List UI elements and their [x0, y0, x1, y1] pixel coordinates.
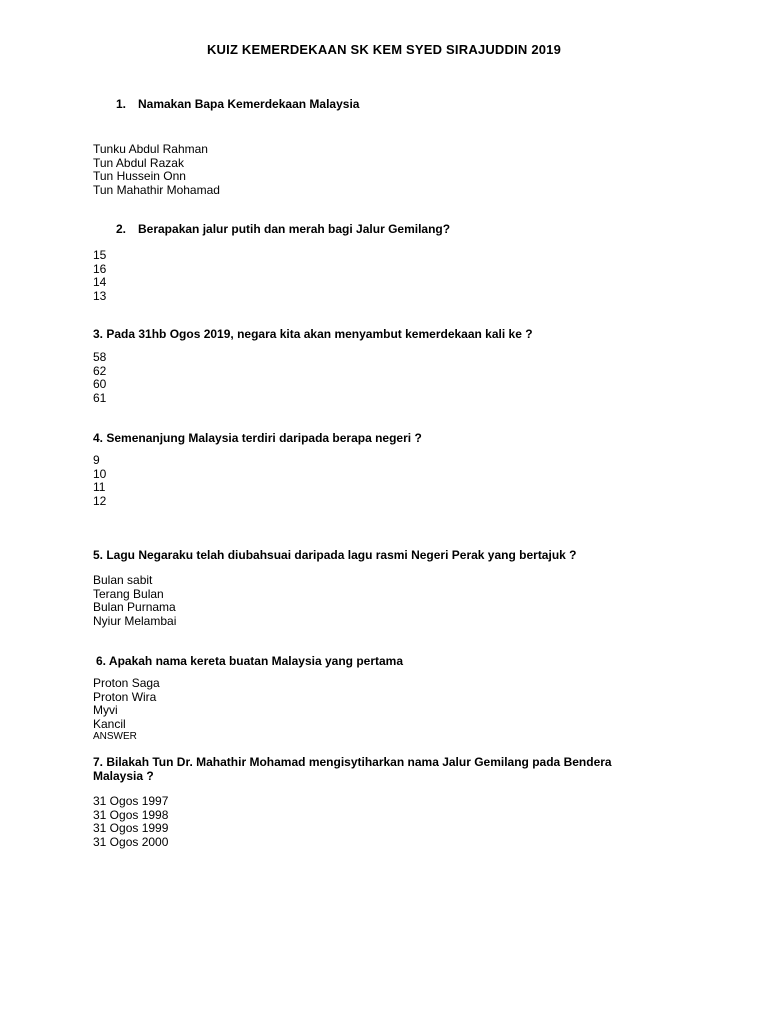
question-text: 6. Apakah nama kereta buatan Malaysia yang pertama: [96, 654, 404, 668]
question-text: 4. Semenanjung Malaysia terdiri daripada berapa negeri ?: [93, 431, 422, 445]
question-number: 2.: [116, 222, 127, 236]
question-4: [93, 431, 422, 445]
option: Proton Saga: [93, 676, 160, 690]
option: 62: [93, 363, 107, 378]
options-4: [93, 454, 106, 508]
option: 31 Ogos 1999: [93, 821, 169, 835]
option: 31 Ogos 1997: [93, 794, 169, 808]
option: Bulan sabit: [93, 573, 153, 587]
question-3: [93, 327, 533, 341]
option: 31 Ogos 2000: [93, 834, 169, 849]
option: 12: [93, 493, 107, 508]
question-2: [116, 222, 450, 236]
option: 58: [93, 350, 107, 364]
question-text: Berapakan jalur putih dan merah bagi Jalur Gemilang?: [138, 222, 451, 236]
option: Tun Hussein Onn: [93, 169, 186, 183]
option: 31 Ogos 1998: [93, 807, 169, 822]
question-6: [96, 654, 403, 668]
question-1: [116, 97, 359, 111]
option: Terang Bulan: [93, 586, 164, 601]
question-text: 5. Lagu Negaraku telah diubahsuai daripada lagu rasmi Negeri Perak yang bertajuk ?: [93, 548, 577, 562]
answer-label: ANSWER: [93, 731, 137, 742]
options-3: [93, 351, 106, 405]
question-text-line-2: Malaysia ?: [93, 769, 154, 783]
option: Nyiur Melambai: [93, 613, 177, 628]
question-text: 3. Pada 31hb Ogos 2019, negara kita akan menyambut kemerdekaan kali ke ?: [93, 327, 533, 341]
option: Kancil: [93, 716, 126, 731]
option: 60: [93, 377, 107, 391]
options-6: [93, 677, 160, 731]
page-title: KUIZ KEMERDEKAAN SK KEM SYED SIRAJUDDIN 2019: [206, 42, 562, 57]
option: 14: [93, 275, 107, 289]
option: 13: [93, 288, 107, 303]
question-text: Namakan Bapa Kemerdekaan Malaysia: [138, 97, 360, 111]
question-5: [93, 548, 577, 562]
option: Tun Abdul Razak: [93, 155, 184, 170]
question-7: [93, 755, 612, 783]
option: 15: [93, 248, 107, 262]
options-5: [93, 574, 176, 628]
option: 16: [93, 261, 107, 276]
option: 11: [93, 480, 106, 494]
options-7: [93, 795, 168, 849]
option: Tunku Abdul Rahman: [93, 142, 208, 156]
question-text-line-1: 7. Bilakah Tun Dr. Mahathir Mohamad mengisytiharkan nama Jalur Gemilang pada Bendera: [93, 755, 612, 769]
option: Tun Mahathir Mohamad: [93, 182, 220, 197]
question-number: 1.: [116, 97, 127, 111]
option: 61: [93, 390, 107, 405]
option: Bulan Purnama: [93, 600, 176, 614]
option: 10: [93, 466, 107, 481]
option: 9: [93, 453, 100, 467]
option: Proton Wira: [93, 689, 157, 704]
options-1: [93, 143, 220, 197]
options-2: [93, 249, 106, 303]
option: Myvi: [93, 703, 118, 717]
